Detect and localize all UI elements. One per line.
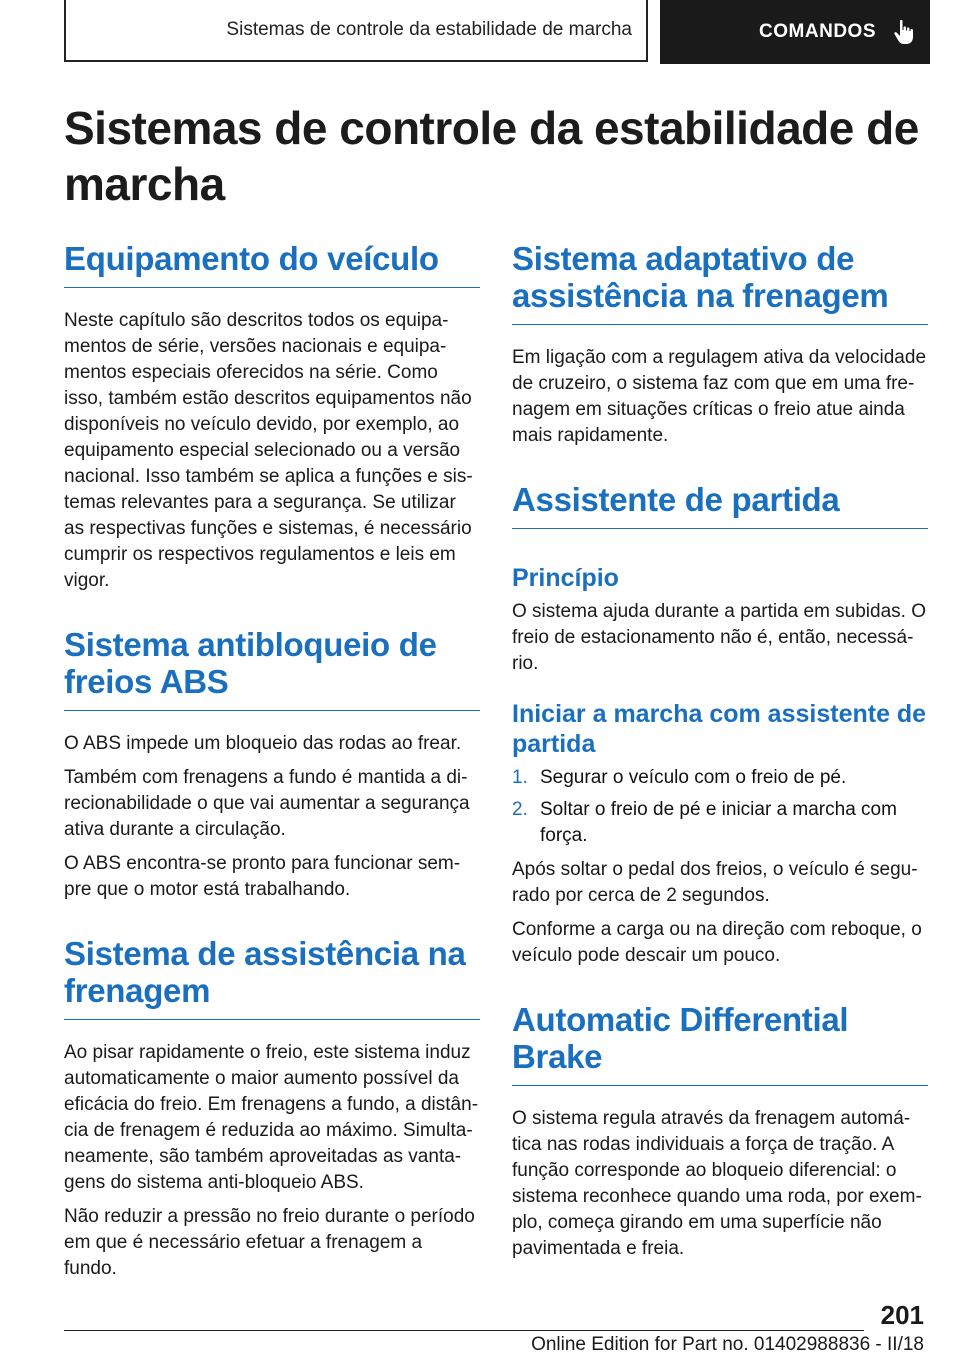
running-header-section <box>64 0 648 62</box>
footer-divider <box>64 1330 864 1331</box>
paragraph: O ABS impede um bloqueio das rodas ao frear. <box>64 733 462 754</box>
page-number: 201 <box>880 1300 924 1330</box>
paragraph: Conforme a carga ou na direção com reboque, o veículo pode descair um pouco. <box>512 919 922 966</box>
heading-hill-start-assist: Assistente de partida <box>512 481 928 529</box>
step-text: Soltar o freio de pé e iniciar a marcha com força. <box>540 799 897 846</box>
paragraph: O sistema regula através da frenagem automática nas rodas individuais a força de tração. A função corresponde ao bloqueio diferencial: o sistema reconhece quando uma roda, por exemplo, começa girando em uma superfície não pavimentada e freia. <box>512 1108 922 1259</box>
right-column <box>512 240 928 1270</box>
paragraph: Também com frenagens a fundo é mantida a direcionabilidade o que vai aumentar a segurança ativa durante a circulação. <box>64 767 470 840</box>
steps-list <box>512 765 928 849</box>
subheading-principle: Princípio <box>512 564 619 592</box>
paragraph: Neste capítulo são descritos todos os equipamentos de série, versões nacionais e equipamentos especiais oferecidos na série. Como isso, também estão descritos equipamentos não disponíveis no veículo devido, por exemplo, ao equipamento especial selecionado ou a versão nacional. Isso também se aplica a funções e sistemas relevantes para a segurança. Se utilizar as respectivas funções e sistemas, é necessário cumprir os respectivos regulamentos e leis em vigor. <box>64 310 473 591</box>
subheading-start-with-assist: Iniciar a marcha com assistente de partida <box>512 700 927 758</box>
paragraph: O ABS encontra-se pronto para funcionar sempre que o motor está trabalhando. <box>64 853 461 900</box>
chapter-tab <box>660 0 930 64</box>
paragraph: Após soltar o pedal dos freios, o veículo é segurado por cerca de 2 segundos. <box>512 859 918 906</box>
paragraph: O sistema ajuda durante a partida em subidas. O freio de estacionamento não é, então, necessário. <box>512 601 927 674</box>
list-item <box>512 765 928 791</box>
heading-abs: Sistema antibloqueio de freios ABS <box>64 626 480 711</box>
step-text: Segurar o veículo com o freio de pé. <box>540 767 847 788</box>
page-header <box>64 0 930 64</box>
list-item <box>512 797 928 849</box>
heading-adaptive-brake-assist: Sistema adaptativo de assistência na frenagem <box>512 240 928 325</box>
hand-pointer-icon <box>892 19 916 45</box>
footer-edition: Online Edition for Part no. 01402988836 - II/18 <box>531 1334 924 1355</box>
heading-automatic-differential-brake: Automatic Differential Brake <box>512 1001 928 1086</box>
step-number: 1. <box>512 767 528 788</box>
paragraph: Em ligação com a regulagem ativa da velocidade de cruzeiro, o sistema faz com que em uma frenagem em situações críticas o freio atue ainda mais rapidamente. <box>512 347 927 446</box>
chapter-label: COMANDOS <box>759 21 876 42</box>
paragraph: Ao pisar rapidamente o freio, este sistema induz automaticamente o maior aumento possível da eficácia do freio. Em frenagens a fundo, a distância de frenagem é reduzida ao máximo. Simultaneamente, são também aproveitadas as vantagens do sistema anti-bloqueio ABS. <box>64 1042 479 1193</box>
running-header-title: Sistemas de controle da estabilidade de marcha <box>226 19 632 40</box>
page-title: Sistemas de controle da estabilidade de marcha <box>64 102 919 210</box>
heading-brake-assist: Sistema de assistência na frenagem <box>64 935 480 1020</box>
heading-vehicle-equipment: Equipamento do veículo <box>64 240 480 288</box>
left-column <box>64 240 480 1290</box>
step-number: 2. <box>512 799 528 820</box>
paragraph: Não reduzir a pressão no freio durante o período em que é necessário efetuar a frenagem a fundo. <box>64 1206 475 1279</box>
